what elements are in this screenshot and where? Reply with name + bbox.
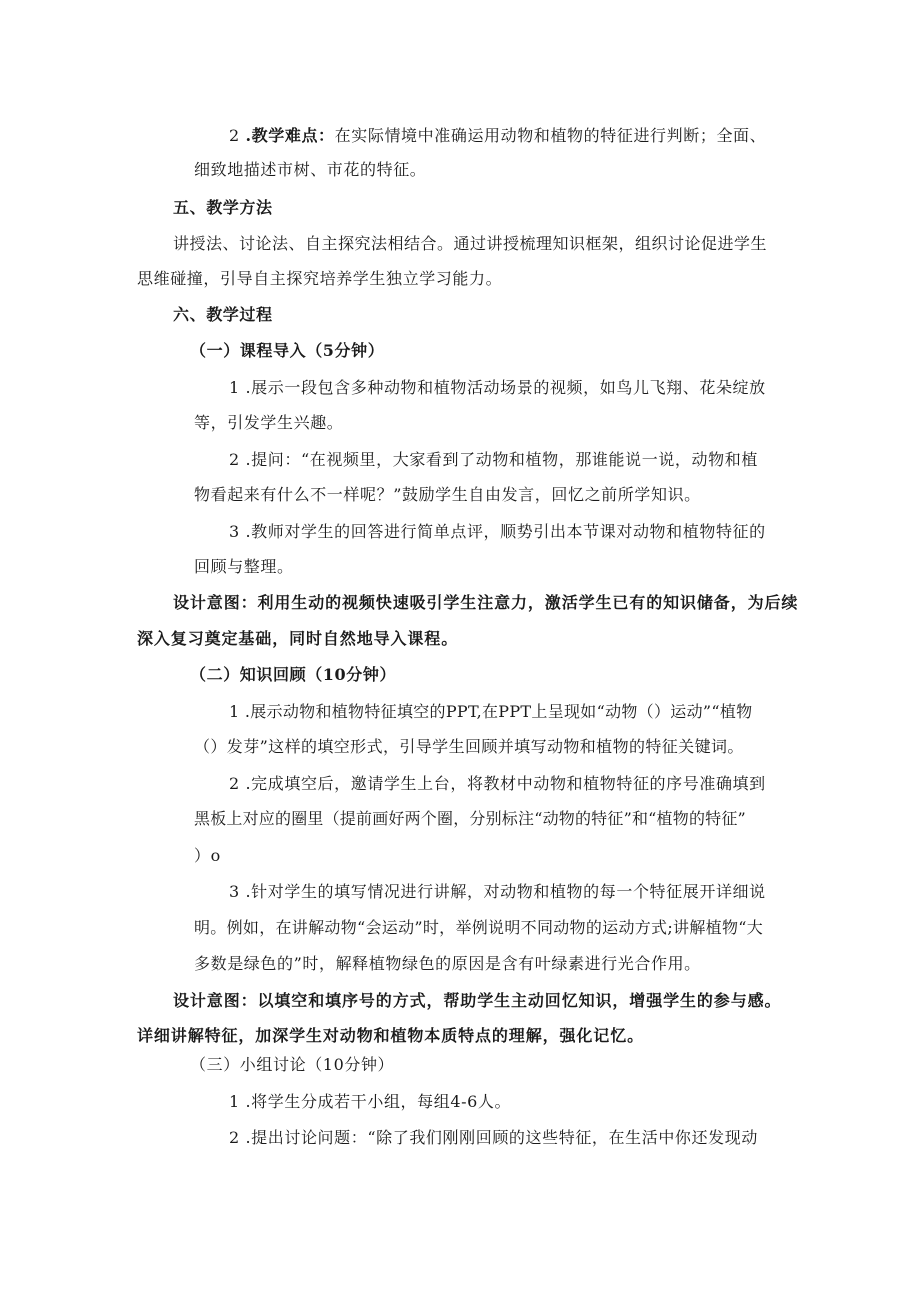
part3-item-2: 2 .提出讨论问题：“除了我们刚刚回顾的这些特征，在生活中你还发现动: [229, 1128, 758, 1147]
part2-design-intent-2: 详细讲解特征，加深学生对动物和植物本质特点的理解，强化记忆。: [137, 1026, 645, 1045]
part2-item-1b: （）发芽”这样的填空形式，引导学生回顾并填写动物和植物的特征关键词。: [194, 737, 744, 756]
part2-item-3c: 多数是绿色的”时，解释植物绿色的原因是含有叶绿素进行光合作用。: [194, 954, 701, 973]
part1-item-3a: 3 .教师对学生的回答进行简单点评，顺势引出本节课对动物和植物特征的: [229, 522, 766, 541]
part2-heading: （二）知识回顾（10分钟）: [190, 665, 397, 684]
part1-heading: （一）课程导入（5分钟）: [190, 341, 385, 360]
section-heading-process: 六、教学过程: [173, 305, 273, 324]
part1-item-1a: 1 .展示一段包含多种动物和植物活动场景的视频，如鸟儿飞翔、花朵绽放: [229, 378, 766, 397]
part2-item-3b: 明。例如，在讲解动物“会运动”时，举例说明不同动物的运动方式;讲解植物“大: [194, 918, 764, 937]
difficulty-label: .教学难点：: [245, 126, 335, 145]
difficulty-line-1: [229, 126, 766, 146]
part1-item-2a: 2 .提问：“在视频里，大家看到了动物和植物，那谁能说一说，动物和植: [229, 450, 758, 469]
part3-item-1: 1 .将学生分成若干小组，每组4-6人。: [229, 1092, 512, 1111]
part1-item-2b: 物看起来有什么不一样呢？”鼓励学生自由发言，回忆之前所学知识。: [194, 485, 701, 504]
part1-design-intent-2: 深入复习奠定基础，同时自然地导入课程。: [137, 629, 459, 648]
part2-item-2b: 黑板上对应的圈里（提前画好两个圈，分别标注“动物的特征”和“植物的特征”: [194, 809, 746, 828]
section-heading-methods: 五、教学方法: [173, 198, 273, 217]
part1-item-3b: 回顾与整理。: [194, 557, 294, 576]
part2-item-2c: ）o: [194, 846, 221, 865]
part1-design-intent-1: 设计意图：利用生动的视频快速吸引学生注意力，激活学生已有的知识储备，为后续: [173, 593, 799, 612]
part2-item-1a: 1 .展示动物和植物特征填空的PPT,在PPT上呈现如“动物（）运动”“植物: [229, 702, 753, 721]
methods-line-2: 思维碰撞，引导自主探究培养学生独立学习能力。: [137, 269, 503, 288]
part2-item-3a: 3 .针对学生的填写情况进行讲解，对动物和植物的每一个特征展开详细说: [229, 882, 766, 901]
part3-heading: （三）小组讨论（10分钟）: [190, 1055, 395, 1074]
part1-item-1b: 等，引发学生兴趣。: [194, 413, 344, 432]
difficulty-line-2: 细致地描述市树、市花的特征。: [194, 160, 427, 179]
methods-line-1: 讲授法、讨论法、自主探究法相结合。通过讲授梳理知识框架，组织讨论促进学生: [173, 234, 768, 253]
difficulty-number: 2: [229, 126, 240, 145]
part2-item-2a: 2 .完成填空后，邀请学生上台，将教材中动物和植物特征的序号准确填到: [229, 774, 766, 793]
part2-design-intent-1: 设计意图：以填空和填序号的方式，帮助学生主动回忆知识，增强学生的参与感。: [173, 991, 782, 1010]
difficulty-text-1: 在实际情境中准确运用动物和植物的特征进行判断；全面、: [334, 126, 767, 145]
